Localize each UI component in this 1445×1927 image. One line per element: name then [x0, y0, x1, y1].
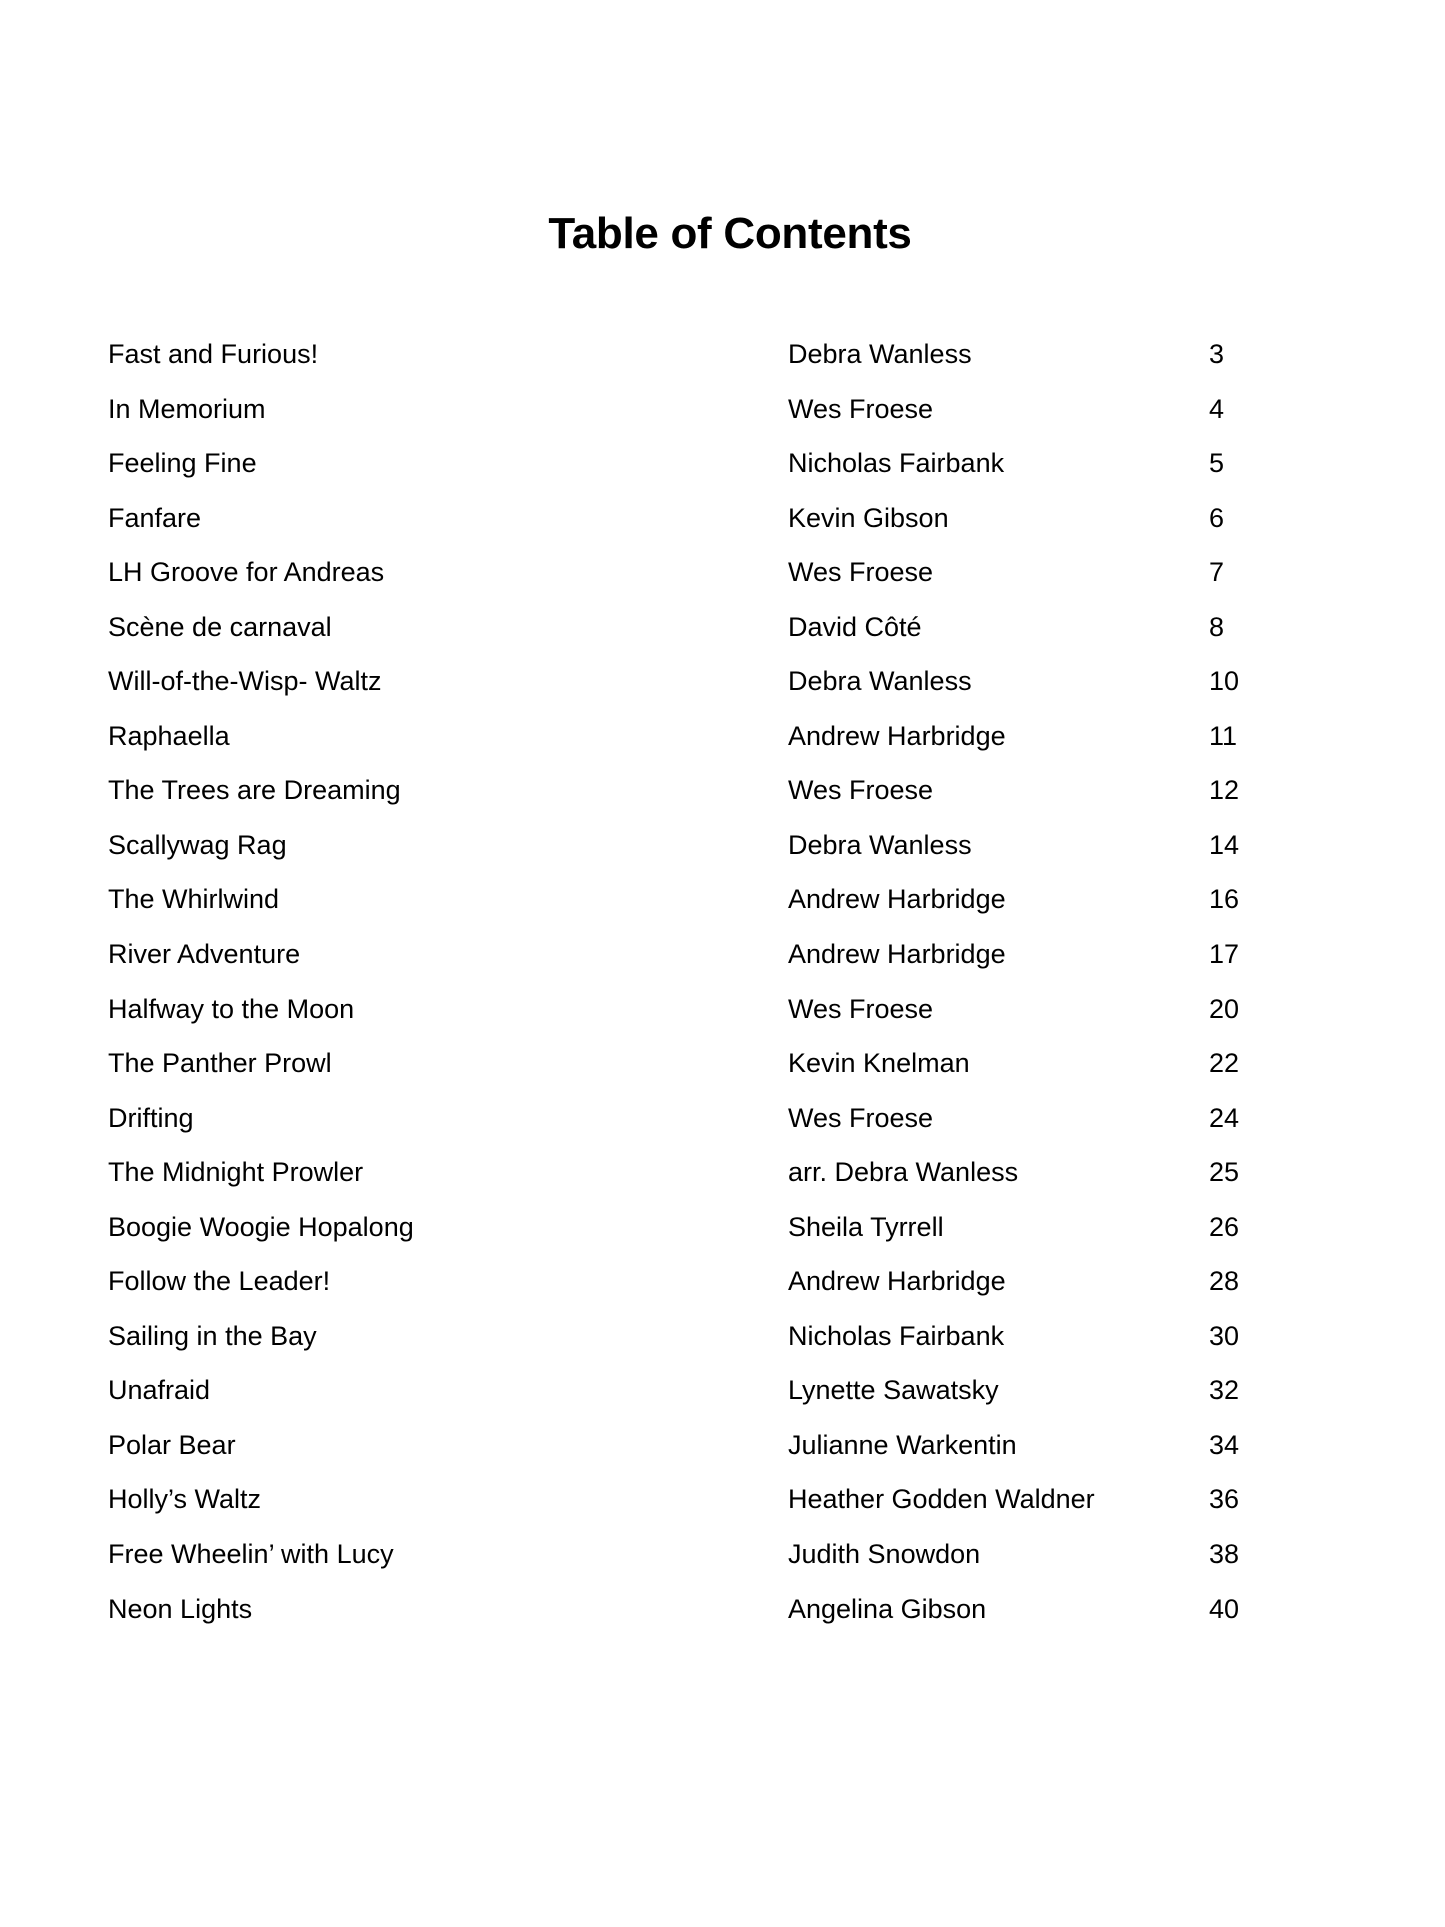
toc-entry-title: Free Wheelin’ with Lucy [108, 1539, 394, 1570]
toc-entry-title: Follow the Leader! [108, 1266, 331, 1297]
toc-entry-page-number: 36 [1209, 1484, 1240, 1515]
toc-entry-title: Scène de carnaval [108, 611, 332, 642]
toc-entry-page-number: 3 [1209, 339, 1225, 369]
toc-entry-composer: Andrew Harbridge [788, 939, 1006, 970]
toc-entry-title: Holly’s Waltz [108, 1484, 262, 1515]
toc-entry [0, 770, 1445, 825]
toc-entry-title: Neon Lights [108, 1593, 253, 1624]
toc-entry-composer: Julianne Warkentin [788, 1429, 1017, 1460]
toc-entry-title: Halfway to the Moon [108, 993, 355, 1024]
toc-entry-title: The Trees are Dreaming [108, 775, 401, 806]
toc-entry-composer: Andrew Harbridge [788, 884, 1006, 915]
toc-entry-composer: Nicholas Fairbank [788, 448, 1005, 479]
toc-entry-title: The Panther Prowl [108, 1048, 332, 1079]
toc-entry-composer: Wes Froese [788, 393, 934, 424]
toc-entry-composer: Kevin Knelman [788, 1048, 970, 1079]
toc-entry [0, 989, 1445, 1044]
toc-entry-composer: Andrew Harbridge [788, 1266, 1006, 1297]
toc-entry [0, 661, 1445, 716]
toc-entry [0, 716, 1445, 771]
toc-entry-title: Scallywag Rag [108, 829, 287, 860]
toc-entry [0, 1043, 1445, 1098]
toc-entry-composer: David Côté [788, 611, 922, 642]
toc-entry-title: Fast and Furious! [108, 339, 319, 369]
toc-entry-composer: Wes Froese [788, 557, 934, 588]
toc-entry [0, 1425, 1445, 1480]
toc-entry-composer: Sheila Tyrrell [788, 1211, 944, 1242]
toc-entry-page-number: 38 [1209, 1539, 1240, 1570]
toc-entry-page-number: 24 [1209, 1102, 1240, 1133]
toc-entry-page-number: 16 [1209, 884, 1240, 915]
toc-entry-page-number: 5 [1209, 448, 1225, 479]
toc-entry [0, 1479, 1445, 1534]
toc-entry-page-number: 7 [1209, 557, 1225, 588]
toc-entry [0, 1589, 1445, 1644]
toc-entry-title: Will-of-the-Wisp- Waltz [108, 666, 382, 697]
toc-entry-title: Polar Bear [108, 1429, 236, 1460]
toc-entry-title: The Midnight Prowler [108, 1157, 364, 1188]
toc-entry-page-number: 32 [1209, 1375, 1240, 1406]
toc-entry-composer: Lynette Sawatsky [788, 1375, 999, 1406]
toc-entry [0, 1152, 1445, 1207]
toc-entry-title: Raphaella [108, 720, 230, 751]
toc-entry-title: LH Groove for Andreas [108, 557, 385, 588]
toc-entry-composer: Debra Wanless [788, 666, 972, 697]
toc-entry-composer: Heather Godden Waldner [788, 1484, 1095, 1515]
toc-entry-composer: Kevin Gibson [788, 502, 949, 533]
toc-entry-title: Boogie Woogie Hopalong [108, 1211, 414, 1242]
toc-entry-page-number: 22 [1209, 1048, 1240, 1079]
toc-entry [0, 443, 1445, 498]
toc-entry-composer: Angelina Gibson [788, 1593, 987, 1624]
toc-entry-title: Feeling Fine [108, 448, 257, 479]
toc-entry-title: Sailing in the Bay [108, 1320, 317, 1351]
toc-entry-title: Fanfare [108, 502, 202, 533]
toc-entry-page-number: 12 [1209, 775, 1240, 806]
toc-entry-page-number: 40 [1209, 1593, 1240, 1624]
toc-entry [0, 825, 1445, 880]
toc-entry-page-number: 10 [1209, 666, 1240, 697]
toc-entry [0, 879, 1445, 934]
toc-entry-page-number: 4 [1209, 393, 1225, 424]
toc-entry-page-number: 28 [1209, 1266, 1240, 1297]
toc-entry [0, 1370, 1445, 1425]
toc-entry-page-number: 11 [1209, 720, 1238, 751]
toc-entry [0, 607, 1445, 662]
toc-entry-page-number: 34 [1209, 1429, 1240, 1460]
toc-entry-page-number: 14 [1209, 829, 1240, 860]
toc-entry-composer: Debra Wanless [788, 829, 972, 860]
toc-entry-page-number: 17 [1209, 939, 1240, 970]
toc-entry-composer: Andrew Harbridge [788, 720, 1006, 751]
toc-entry-page-number: 6 [1209, 502, 1225, 533]
toc-entry [0, 1207, 1445, 1262]
toc-entry-page-number: 8 [1209, 611, 1225, 642]
toc-entry [0, 498, 1445, 553]
toc-entry-page-number: 26 [1209, 1211, 1240, 1242]
toc-entry [0, 334, 1445, 389]
toc-entry-title: Drifting [108, 1102, 194, 1133]
toc-entry [0, 1534, 1445, 1589]
page-title: Table of Contents [548, 209, 912, 258]
toc-entry-page-number: 20 [1209, 993, 1240, 1024]
toc-entry [0, 1316, 1445, 1371]
toc-entry [0, 389, 1445, 444]
toc-entry-composer: Wes Froese [788, 993, 934, 1024]
toc-entry-page-number: 25 [1209, 1157, 1240, 1188]
toc-entry-title: River Adventure [108, 939, 301, 970]
toc-entry-title: The Whirlwind [108, 884, 280, 915]
toc-entry [0, 552, 1445, 607]
toc-entry-composer: Nicholas Fairbank [788, 1320, 1005, 1351]
toc-entry-composer: Debra Wanless [788, 339, 972, 369]
toc-entry-title: In Memorium [108, 393, 266, 424]
toc-entry-composer: arr. Debra Wanless [788, 1157, 1019, 1188]
toc-entry [0, 1261, 1445, 1316]
toc-entry-composer: Judith Snowdon [788, 1539, 981, 1570]
toc-entry-composer: Wes Froese [788, 1102, 934, 1133]
toc-entry-composer: Wes Froese [788, 775, 934, 806]
toc-entry-page-number: 30 [1209, 1320, 1240, 1351]
toc-entry [0, 1098, 1445, 1153]
toc-entry-title: Unafraid [108, 1375, 211, 1406]
table-of-contents [0, 334, 1445, 1643]
toc-entry [0, 934, 1445, 989]
